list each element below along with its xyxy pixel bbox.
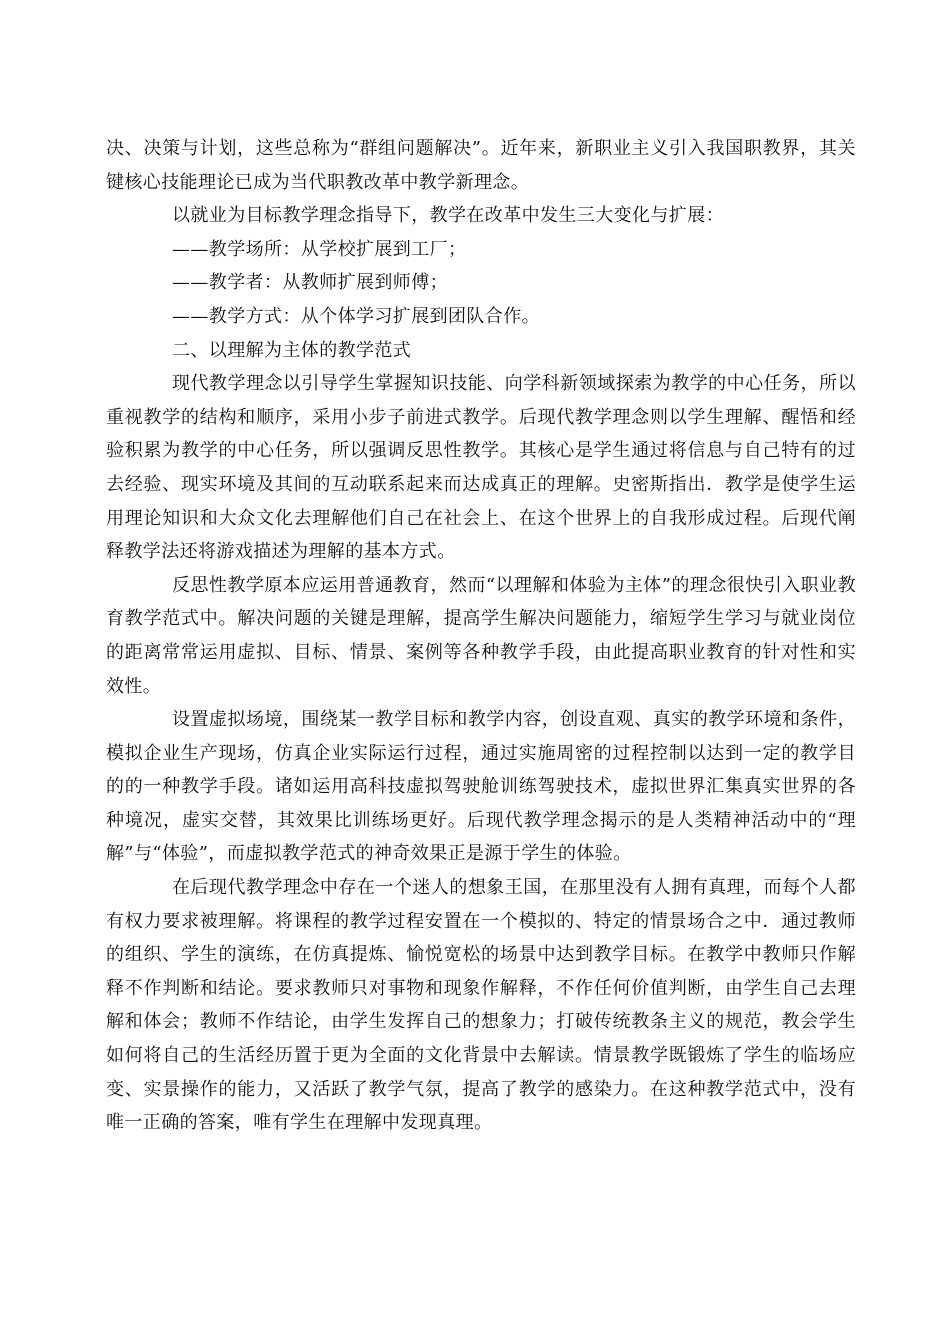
section-heading: 二、以理解为主体的教学范式 bbox=[172, 339, 412, 361]
list-item-teacher: ——教学者：从教师扩展到师傅； bbox=[172, 272, 448, 294]
paragraph-virtual-scene: 设置虚拟场境，围绕某一教学目标和教学内容，创设直观、真实的教学环境和条件，模拟企业生产现场，仿真企业实际运行过程，通过实施周密的过程控制以达到一定的教学目的的一种教学手段。诸如运用高科技虚拟驾驶舱训练驾驶技术，虚拟世界汇集真实世界的各种境况，虚实交替，其效果比训练场更好。后现代教学理念揭示的是人类精神活动中的“理解”与“体验”，而虚拟教学范式的神奇效果正是源于学生的体验。 bbox=[106, 709, 856, 865]
document-body bbox=[106, 132, 856, 1140]
paragraph-reflective-teaching: 反思性教学原本应运用普通教育，然而“以理解和体验为主体”的理念很快引入职业教育教学范式中。解决问题的关键是理解，提高学生解决问题能力，缩短学生学习与就业岗位的距离常常运用虚拟、目标、情景、案例等各种教学手段，由此提高职业教育的针对性和实效性。 bbox=[106, 574, 856, 697]
list-item-teaching-place: ——教学场所：从学校扩展到工厂； bbox=[172, 238, 467, 260]
list-item-teaching-method: ——教学方式：从个体学习扩展到团队合作。 bbox=[172, 305, 540, 327]
paragraph-continuation: 决、决策与计划，这些总称为“群组问题解决”。近年来，新职业主义引入我国职教界，其关键核心技能理论已成为当代职教改革中教学新理念。 bbox=[106, 138, 856, 193]
paragraph-intro-changes: 以就业为目标教学理念指导下，教学在改革中发生三大变化与扩展： bbox=[172, 205, 724, 227]
paragraph-postmodern-scenario: 在后现代教学理念中存在一个迷人的想象王国，在那里没有人拥有真理，而每个人都有权力要求被理解。将课程的教学过程安置在一个模拟的、特定的情景场合之中．通过教师的组织、学生的演练，在仿真提炼、愉悦宽松的场景中达到教学目标。在教学中教师只作解释不作判断和结论。要求教师只对事物和现象作解释，不作任何价值判断，由学生自己去理解和体会；教师不作结论，由学生发挥自己的想象力；打破传统教条主义的规范，教会学生如何将自己的生活经历置于更为全面的文化背景中去解读。情景教学既锻炼了学生的临场应变、实景操作的能力，又活跃了教学气氛，提高了教学的感染力。在这种教学范式中，没有唯一正确的答案，唯有学生在理解中发现真理。 bbox=[106, 877, 856, 1134]
paragraph-modern-teaching: 现代教学理念以引导学生掌握知识技能、向学科新领域探索为教学的中心任务，所以重视教学的结构和顺序，采用小步子前进式教学。后现代教学理念则以学生理解、醒悟和经验积累为教学的中心任务，所以强调反思性教学。其核心是学生通过将信息与自己特有的过去经验、现实环境及其间的互动联系起来而达成真正的理解。史密斯指出．教学是使学生运用理论知识和大众文化去理解他们自己在社会上、在这个世界上的自我形成过程。后现代阐释教学法还将游戏描述为理解的基本方式。 bbox=[106, 373, 856, 563]
